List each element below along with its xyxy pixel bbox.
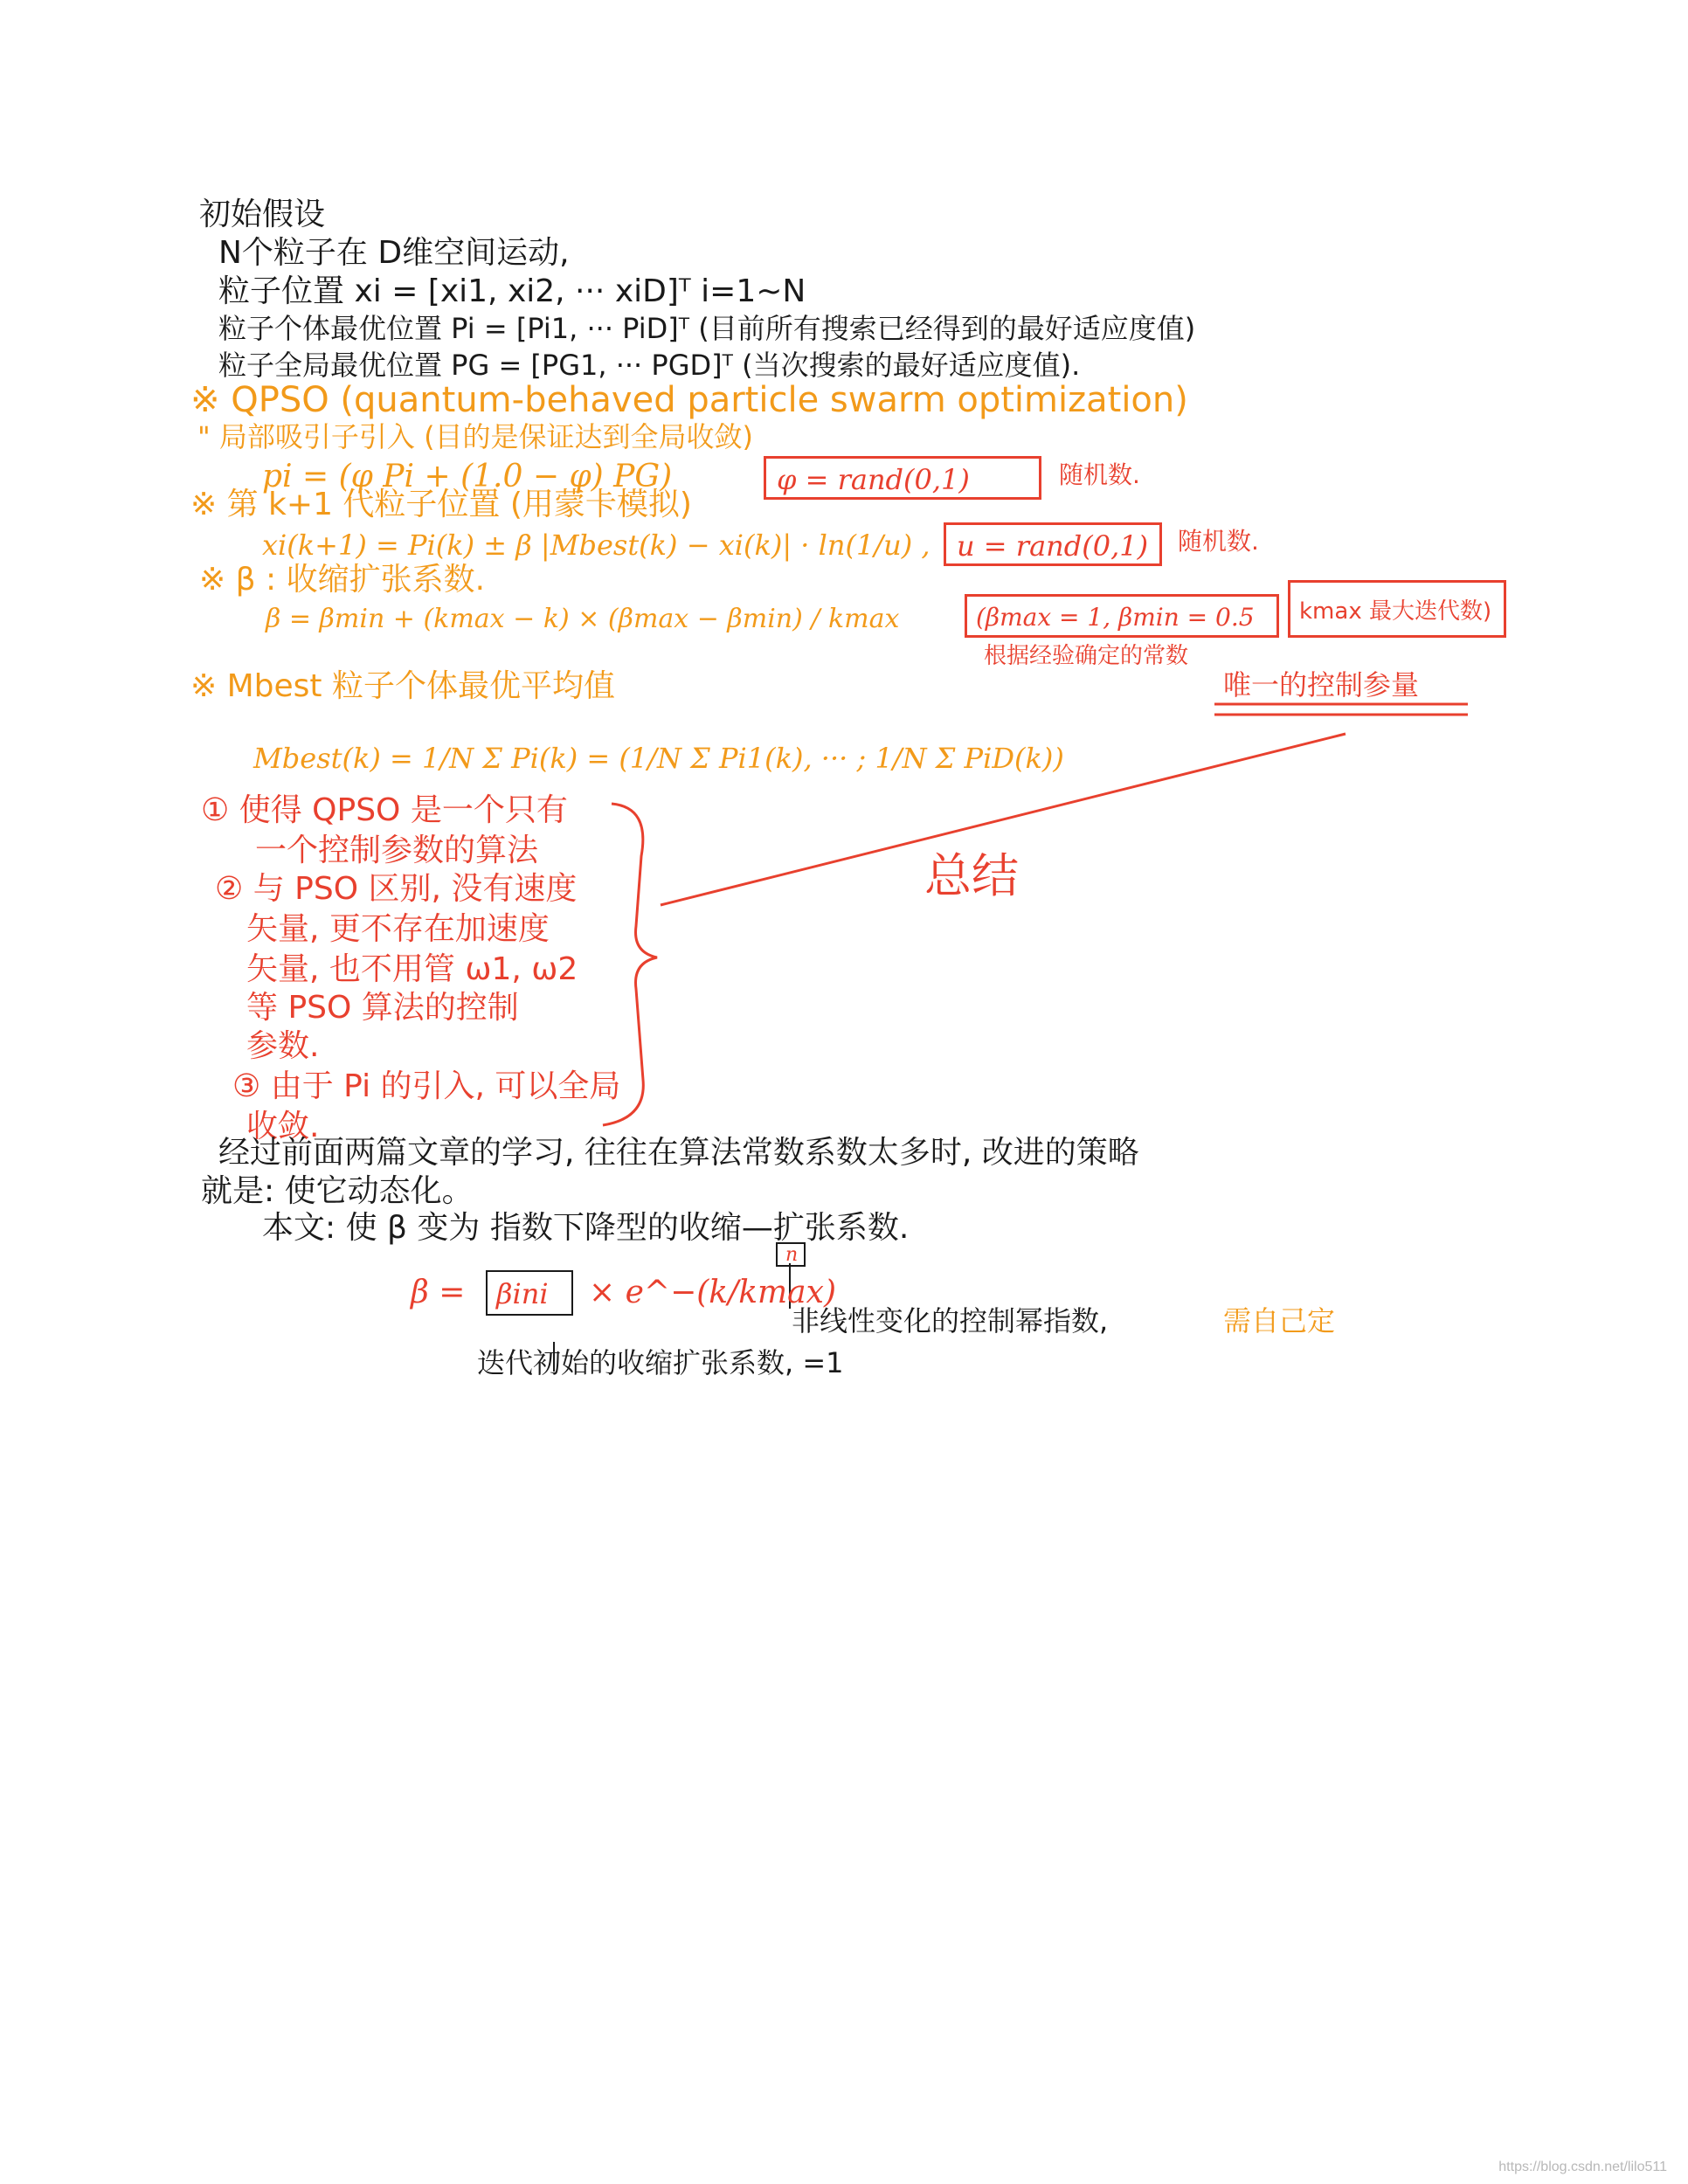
u-box-text: u = rand(0,1) (957, 529, 1149, 563)
local-attractor-line: " 局部吸引子引入 (目的是保证达到全局收敛) (197, 420, 754, 453)
summary-item: 收敛. (246, 1109, 320, 1144)
mbest-title: ※ Mbest 粒子个体最优平均值 (190, 668, 615, 704)
kmax-note: 唯一的控制参量 (1223, 668, 1420, 702)
qpso-title: ※ QPSO (quantum-behaved particle swarm optimization) (190, 380, 1188, 420)
beta-title: ※ β : 收缩扩张系数. (199, 562, 486, 598)
summary-item: 参数. (246, 1028, 320, 1064)
phi-note: 随机数. (1059, 460, 1140, 489)
beta-ini-text: βini (496, 1277, 549, 1310)
summary-item: ③ 由于 Pi 的引入, 可以全局 (232, 1068, 621, 1104)
summary-item: 一个控制参数的算法 (255, 833, 539, 868)
conclusion-line-1: 经过前面两篇文章的学习, 往往在算法常数系数太多时, 改进的策略 (218, 1135, 1139, 1171)
n-note: 非线性变化的控制幂指数, (792, 1304, 1109, 1337)
summary-label: 总结 (924, 848, 1019, 903)
dynamic-beta-prefix: β = (411, 1275, 466, 1310)
summary-item: 等 PSO 算法的控制 (246, 990, 519, 1026)
assumption-line-4: 粒子全局最优位置 PG = [PG1, ··· PGD]ᵀ (当次搜索的最好适应度值). (218, 349, 1081, 382)
update-title: ※ 第 k+1 代粒子位置 (用蒙卡模拟) (190, 487, 692, 522)
beta-ini-box (486, 1270, 573, 1316)
exponent-n-text: n (785, 1244, 799, 1266)
u-note: 随机数. (1178, 527, 1259, 556)
heading-initial-assumptions: 初始假设 (199, 197, 326, 232)
summary-item: 矢量, 也不用管 ω1, ω2 (246, 951, 578, 987)
assumption-line-2: 粒子位置 xi = [xi1, xi2, ··· xiD]ᵀ i=1~N (218, 273, 806, 309)
n-note-tail: 需自己定 (1223, 1304, 1336, 1337)
conclusion-line-2: 就是: 使它动态化。 (201, 1173, 474, 1209)
dynamic-beta-suffix: × e^−(k/kmax) (589, 1275, 836, 1310)
assumption-line-3: 粒子个体最优位置 Pi = [Pi1, ··· PiD]ᵀ (目前所有搜索已经得到的最好适应度值) (218, 312, 1196, 345)
phi-box-text: φ = rand(0,1) (777, 463, 970, 496)
local-attractor-formula: pi = (φ Pi + (1.0 − φ) PG) (262, 459, 673, 494)
summary-item: 矢量, 更不存在加速度 (246, 911, 550, 947)
kmax-box-text: kmax 最大迭代数) (1299, 598, 1492, 625)
summary-connector-line (661, 734, 1346, 905)
mbest-formula: Mbest(k) = 1/N Σ Pi(k) = (1/N Σ Pi1(k), ··· ; 1/N Σ PiD(k)) (253, 742, 1064, 775)
summary-item: ① 使得 QPSO 是一个只有 (201, 792, 568, 828)
summary-brace (603, 804, 657, 1125)
conclusion-line-3: 本文: 使 β 变为 指数下降型的收缩—扩张系数. (262, 1210, 910, 1246)
exponent-n-box (776, 1242, 806, 1267)
beta-params-text: (βmax = 1, βmin = 0.5 (976, 603, 1255, 632)
watermark: https://blog.csdn.net/lilo511 (1498, 2160, 1667, 2174)
assumption-line-1: N个粒子在 D维空间运动, (218, 235, 570, 271)
ini-note: 迭代初始的收缩扩张系数, =1 (477, 1346, 844, 1379)
beta-formula: β = βmin + (kmax − k) × (βmax − βmin) / kmax (266, 604, 900, 634)
update-formula: xi(k+1) = Pi(k) ± β |Mbest(k) − xi(k)| · ln(1/u) , (262, 529, 930, 562)
summary-item: ② 与 PSO 区别, 没有速度 (215, 871, 578, 907)
beta-params-note: 根据经验确定的常数 (984, 643, 1189, 669)
